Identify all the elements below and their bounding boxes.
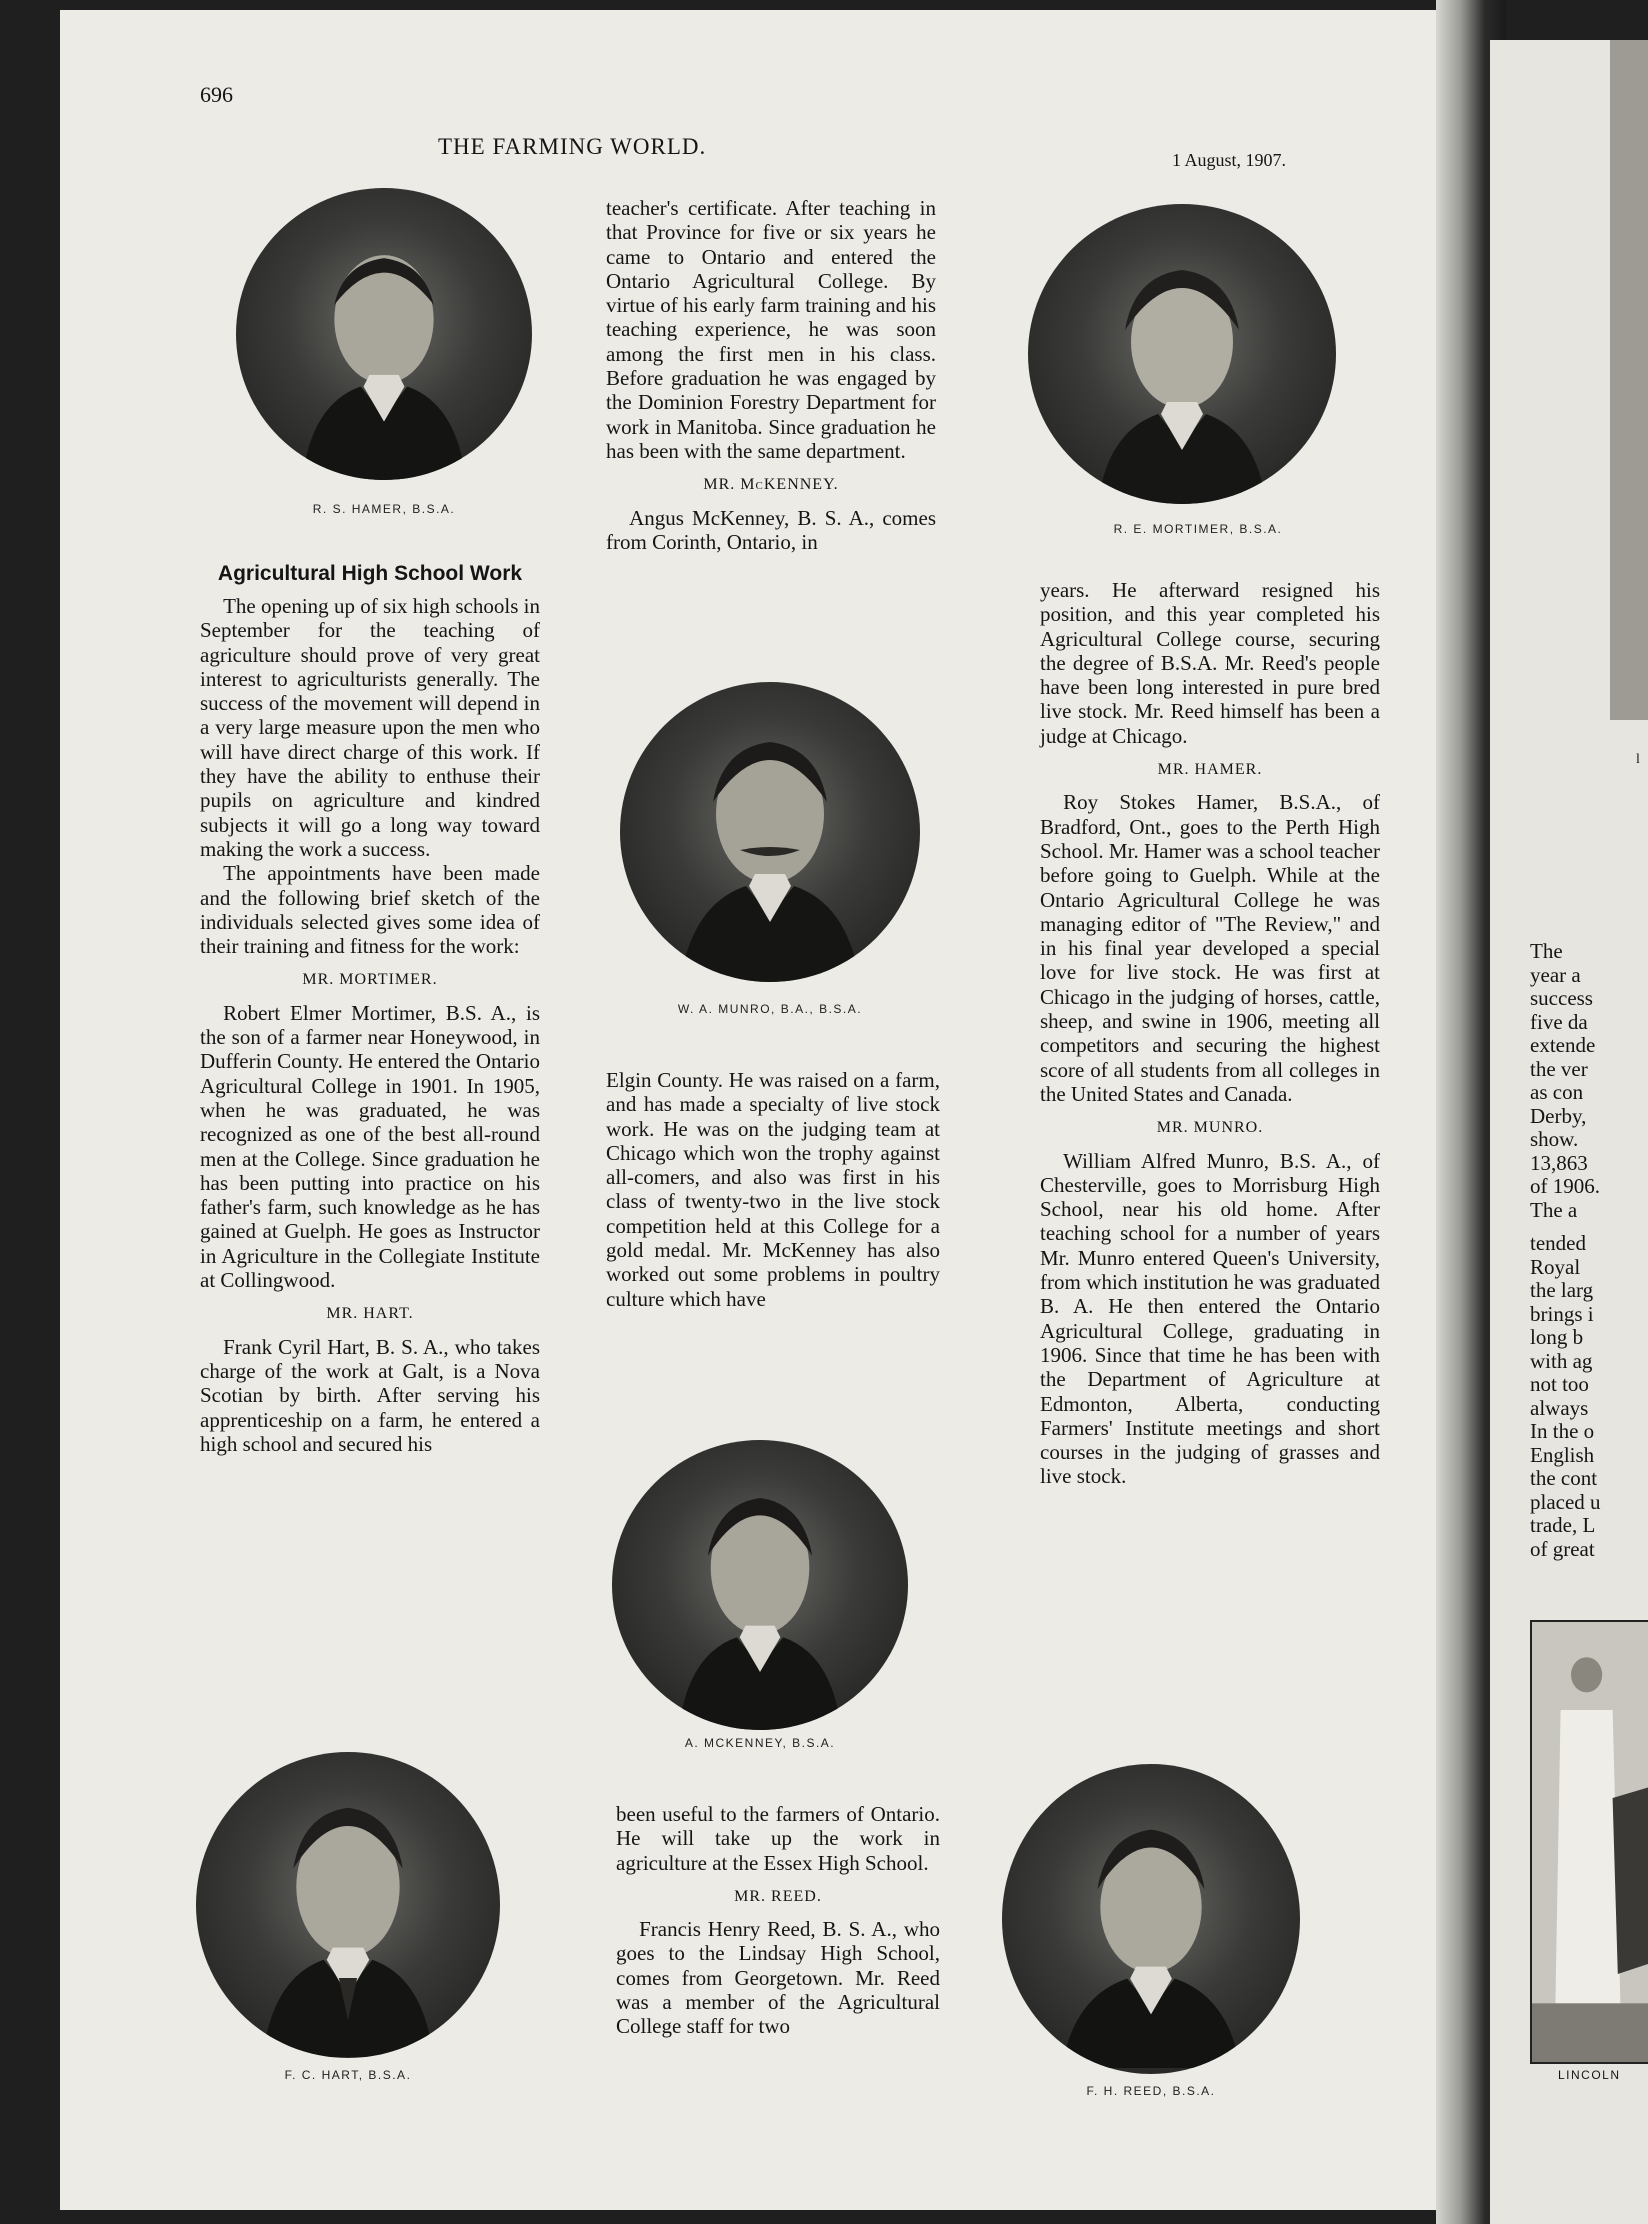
caption-hamer: R. S. HAMER, B.S.A. (312, 502, 456, 516)
facing-page-photo-caption: LINCOLN (1558, 2068, 1621, 2082)
facing-page-line: with ag (1530, 1348, 1593, 1373)
facing-page-line: The a (1530, 1197, 1578, 1222)
intro-paragraph-1: The opening up of six high schools in September for the teaching of agriculture should prove of very great interest to agriculturists generally. The success of the movement will depend in a very large measure upon the men who will have direct charge of this work. If they have the ability to enthuse their pupils on agriculture and kindred subjects it will go a long way toward making the work a success. (200, 594, 540, 861)
portrait-mckenney-icon (612, 1440, 908, 1730)
facing-page-line: Derby, (1530, 1103, 1587, 1128)
caption-hart: F. C. HART, B.S.A. (284, 2068, 412, 2082)
paragraph-mckenney-part-3: been useful to the farmers of Ontario. He will take up the work in agriculture at the Essex High School. (616, 1802, 940, 1875)
portrait-mckenney (612, 1440, 908, 1730)
facing-page-line: always (1530, 1395, 1589, 1420)
facing-page-photo (1530, 1620, 1648, 2064)
facing-page-line: not too (1530, 1372, 1589, 1396)
paragraph-reed-part-2: years. He afterward resigned his position, and this year completed his Agricultural College course, securing the degree of B.S.A. Mr. Reed's people have been long interested in pure bred live stock. Mr. Reed himself has been a judge at Chicago. (1040, 578, 1380, 748)
facing-page-line: 13,863 (1530, 1150, 1588, 1175)
facing-page-line: show. (1530, 1127, 1579, 1151)
facing-page-line: year a (1530, 962, 1581, 987)
paragraph-mckenney-part-1: Angus McKenney, B. S. A., comes from Corinth, Ontario, in (606, 505, 936, 554)
portrait-munro (620, 682, 920, 982)
subheading-munro: MR. MUNRO. (1156, 1119, 1264, 1137)
column-2-top-text (606, 196, 936, 554)
portrait-mortimer (1028, 204, 1336, 504)
facing-page-caption-fragment: l (1636, 752, 1640, 767)
subheading-reed: MR. REED. (734, 1887, 822, 1905)
facing-page-line: the cont (1530, 1466, 1598, 1490)
paragraph-munro: William Alfred Munro, B.S. A., of Chesterville, goes to Morrisburg High School, near his old home. After teaching school for a number of years Mr. Munro entered Queen's University, from which institution he was graduated B. A. He then entered the Ontario Agricultural College, graduating in 1906. Since that time he has been with the Department of Agriculture at Edmonton, Alberta, conducting Farmers' Institute meetings and short courses in the judging of grasses and live stock. (1040, 1148, 1380, 1489)
magazine-page (60, 10, 1480, 2210)
column-2-middle-text (606, 1068, 940, 1311)
article-heading: Agricultural High School Work (217, 562, 523, 585)
facing-page-line: placed u (1530, 1489, 1601, 1514)
portrait-munro-icon (620, 682, 920, 982)
facing-page-line: long b (1530, 1325, 1584, 1349)
portrait-hamer-icon (236, 188, 532, 480)
facing-page-line: Royal (1530, 1254, 1581, 1279)
paragraph-hart-part-2: teacher's certificate. After teaching in that Province for five or six years he came to Ontario and entered the Ontario Agricultural College. By virtue of his early farm training and his teaching experience, he was soon among the first men in his class. Before graduation he was engaged by the Dominion Forestry Department for work in Manitoba. Since graduation he has been with the same department. (606, 196, 936, 463)
column-2-bottom-text (616, 1802, 940, 2039)
paragraph-reed-part-1: Francis Henry Reed, B. S. A., who goes to the Lindsay High School, comes from Georgetown. Mr. Reed was a member of the Agricultural College staff for two (616, 1917, 940, 2039)
portrait-hart (196, 1752, 500, 2058)
portrait-reed-icon (1002, 1764, 1300, 2074)
paragraph-mortimer: Robert Elmer Mortimer, B.S. A., is the son of a farmer near Honeywood, in Dufferin County. He entered the Ontario Agricultural College in 1901. In 1905, when he was graduated, he was recognized as one of the best all-round men at the College. Since graduation he has been putting into practice on his father's farm, such knowledge as he has gained at Guelph. He goes as Instructor in Agriculture in the Collegiate Institute at Collingwood. (200, 1000, 540, 1293)
subheading-mckenney: MR. McKENNEY. (703, 476, 839, 494)
facing-page-line: the larg (1530, 1278, 1594, 1302)
caption-mortimer: R. E. MORTIMER, B.S.A. (1113, 522, 1283, 536)
facing-page-line: five da (1530, 1009, 1588, 1034)
facing-page-top-photo (1610, 40, 1648, 720)
portrait-reed (1002, 1764, 1300, 2074)
portrait-hart-icon (196, 1752, 500, 2058)
subheading-hart: MR. HART. (326, 1305, 414, 1323)
portrait-hamer (236, 188, 532, 480)
caption-reed: F. H. REED, B.S.A. (1086, 2084, 1216, 2098)
facing-page-line: brings i (1530, 1301, 1594, 1326)
caption-munro: W. A. MUNRO, B.A., B.S.A. (677, 1002, 863, 1016)
issue-date: 1 August, 1907. (1172, 150, 1287, 170)
intro-paragraph-2: The appointments have been made and the following brief sketch of the individuals selected gives some idea of their training and fitness for the work: (200, 861, 540, 959)
paragraph-hart-part-1: Frank Cyril Hart, B. S. A., who takes charge of the work at Galt, is a Nova Scotian by birth. After serving his apprenticeship on a farm, he entered a high school and secured his (200, 1334, 540, 1456)
facing-page-fragment (1490, 40, 1648, 2224)
facing-page-line: as con (1530, 1080, 1584, 1104)
facing-page-line: of great (1530, 1536, 1595, 1561)
column-3-text (1040, 578, 1380, 1489)
paragraph-mckenney-part-2: Elgin County. He was raised on a farm, and has made a specialty of live stock work. He was on the judging team at Chicago which won the trophy against all-comers, and also was first in his class of twenty-two in the live stock competition held at this College for a gold medal. Mr. McKenney has also worked out some problems in poultry culture which have (606, 1068, 940, 1311)
facing-page-line: success (1530, 986, 1593, 1010)
farmer-photo-icon (1532, 1622, 1648, 2062)
facing-page-line: In the o (1530, 1419, 1595, 1443)
facing-page-line: The (1530, 939, 1563, 963)
caption-mckenney: A. MCKENNEY, B.S.A. (684, 1736, 836, 1750)
page-number: 696 (200, 82, 233, 107)
facing-page-line: the ver (1530, 1056, 1588, 1081)
facing-page-line: of 1906. (1530, 1174, 1600, 1198)
subheading-mortimer: MR. MORTIMER. (302, 971, 438, 989)
facing-page-line: extende (1530, 1033, 1596, 1057)
column-1-text (200, 594, 540, 1456)
facing-page-line: English (1530, 1442, 1595, 1467)
facing-page-line: tended (1530, 1231, 1586, 1255)
facing-page-line: trade, L (1530, 1513, 1596, 1537)
paragraph-hamer: Roy Stokes Hamer, B.S.A., of Bradford, Ont., goes to the Perth High School. Mr. Hamer was a school teacher before going to Guelph. While at the Ontario Agricultural College he was managing editor of "The Review," and in his final year developed a special love for live stock. He was first at Chicago in the judging of horses, cattle, sheep, and swine in 1906, meeting all competitors and securing the highest score of all students from all colleges in the United States and Canada. (1040, 790, 1380, 1106)
subheading-hamer: MR. HAMER. (1157, 761, 1263, 779)
magazine-title: THE FARMING WORLD. (438, 134, 707, 159)
portrait-mortimer-icon (1028, 204, 1336, 504)
